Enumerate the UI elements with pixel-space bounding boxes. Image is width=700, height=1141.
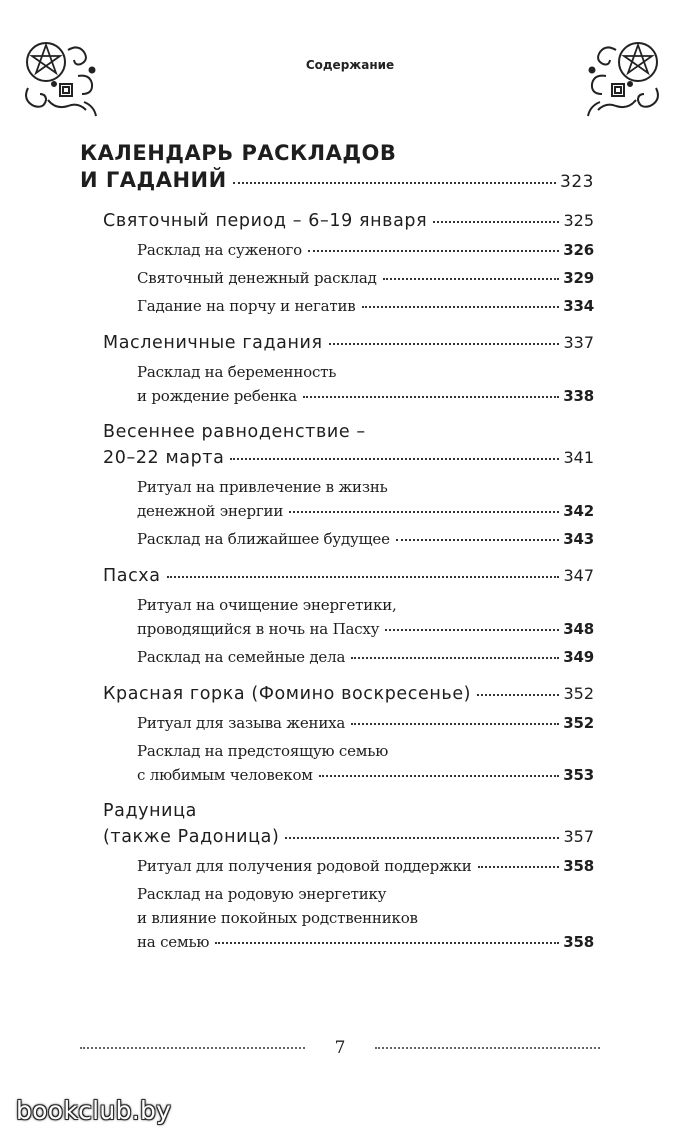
toc-section[interactable] [103,330,594,356]
toc-entry-title-line: Расклад на ближайшее будущее [137,530,390,548]
toc-entry-title-line: денежной энергии [137,502,284,520]
toc-page-number: 326 [563,241,594,259]
dot-leader [396,538,560,541]
toc-section[interactable] [103,420,594,471]
toc-entry-title-line: и рождение ребенка [137,387,298,405]
toc-item[interactable] [137,266,594,290]
dot-leader [215,941,559,944]
dot-leader [351,722,559,725]
toc-page-number: 357 [563,827,594,846]
footer-dotted-rule [375,1047,600,1049]
toc-page-number: 342 [563,502,594,520]
table-of-contents [80,140,594,954]
toc-item[interactable] [137,475,594,523]
toc-chapter[interactable] [80,140,594,196]
toc-section[interactable] [103,681,594,707]
toc-page-number: 358 [563,933,594,951]
toc-entry-title-line: и влияние покойных родственников [137,909,418,927]
dot-leader [478,865,560,868]
dot-leader [477,693,559,696]
dot-leader [383,277,560,280]
dot-leader [289,510,559,513]
toc-page-number: 352 [563,714,594,732]
toc-entry-title-line: Пасха [103,566,161,586]
page-number: 7 [334,1038,346,1058]
toc-item[interactable] [137,294,594,318]
toc-item[interactable] [137,711,594,735]
toc-entry-title-line: Расклад на беременность [137,363,337,381]
toc-entry-title-line: на семью [137,933,210,951]
dot-leader [329,342,560,345]
toc-entry-title-line: Радуница [103,801,197,821]
toc-item[interactable] [137,527,594,551]
toc-item[interactable] [137,360,594,408]
toc-page-number: 323 [560,172,594,192]
dot-leader [319,774,560,777]
toc-entry-title-line: Красная горка (Фомино воскресенье) [103,684,472,704]
footer-dotted-rule [80,1047,305,1049]
watermark: bookclub.by [16,1096,172,1125]
toc-entry-title-line: Гадание на порчу и негатив [137,297,356,315]
toc-page-number: 347 [563,566,594,585]
dot-leader [308,249,559,252]
dot-leader [303,395,559,398]
toc-item[interactable] [137,882,594,954]
toc-item[interactable] [137,238,594,262]
toc-entry-title-line: проводящийся в ночь на Пасху [137,620,380,638]
toc-section[interactable] [103,799,594,850]
toc-entry-title-line: (также Радоница) [103,827,280,847]
dot-leader [167,575,560,578]
toc-item[interactable] [137,854,594,878]
toc-entry-title-line: Расклад на суженого [137,241,303,259]
toc-page-number: 338 [563,387,594,405]
toc-page-number: 343 [563,530,594,548]
toc-entry-title-line: Ритуал на очищение энергетики, [137,596,397,614]
toc-page-number: 325 [563,211,594,230]
toc-section[interactable] [103,563,594,589]
toc-page-number: 341 [563,448,594,467]
toc-sections [80,208,594,954]
toc-page-number: 352 [563,684,594,703]
toc-section[interactable] [103,208,594,234]
toc-page-number: 329 [563,269,594,287]
toc-page-number: 353 [563,766,594,784]
dot-leader [233,181,556,184]
dot-leader [433,220,559,223]
dot-leader [285,836,559,839]
dot-leader [230,457,559,460]
toc-item[interactable] [137,739,594,787]
toc-entry-title-line: Святочный денежный расклад [137,269,377,287]
dot-leader [385,628,559,631]
toc-item[interactable] [137,593,594,641]
toc-item[interactable] [137,645,594,669]
toc-entry-title-line: Святочный период – 6–19 января [103,211,428,231]
toc-chapter-title-line2: И ГАДАНИЙ [80,168,227,192]
toc-entry-title-line: Весеннее равноденствие – [103,422,366,442]
dot-leader [362,305,560,308]
toc-page-number: 349 [563,648,594,666]
toc-page-number: 348 [563,620,594,638]
toc-entry-title-line: Расклад на семейные дела [137,648,346,666]
toc-entry-title-line: Ритуал на привлечение в жизнь [137,478,388,496]
dot-leader [351,656,559,659]
pentacle-ornament-icon [580,36,666,122]
page-footer [80,1038,600,1058]
toc-entry-title-line: с любимым человеком [137,766,313,784]
toc-entry-title-line: Ритуал для получения родовой поддержки [137,857,472,875]
toc-entry-title-line: Ритуал для зазыва жениха [137,714,346,732]
toc-page-number: 337 [563,333,594,352]
toc-entry-title-line: Расклад на предстоящую семью [137,742,389,760]
toc-entry-title-line: Расклад на родовую энергетику [137,885,387,903]
running-head: Содержание [305,58,395,72]
toc-page-number: 334 [563,297,594,315]
toc-entry-title-line: 20–22 марта [103,448,225,468]
pentacle-ornament-icon [18,36,104,122]
toc-chapter-title-line1: КАЛЕНДАРЬ РАСКЛАДОВ [80,141,397,165]
toc-page-number: 358 [563,857,594,875]
toc-entry-title-line: Масленичные гадания [103,333,323,353]
